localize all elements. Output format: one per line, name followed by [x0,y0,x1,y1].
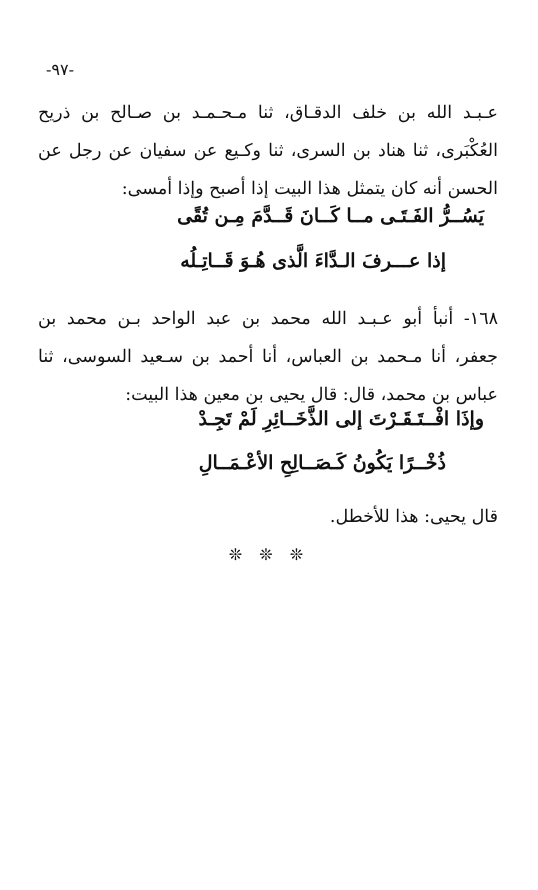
paragraph-2-line: جعفر، أنا مـحمد بن العباس، أنا أحمد بن سـعيد السوسى، ثنا [38,347,498,367]
closing-paragraph [38,498,498,536]
verse-1-second-hemistich: إذا عـــرفَ الـدَّاءَ الَّذى هُـوَ قَــاتِـلُه [180,250,446,272]
verse-2-second-hemistich: ذُخْــرًا يَكُونُ كَـصَــالِحِ الأعْـمَــالِ [198,452,446,474]
verse-1-first-hemistich: يَسُــرُّ الفَـتَـى مــا كَــانَ قَــدَّمَ مِـن تُقًى [177,205,484,227]
paragraph-1-line: عـبـد الله بن خلف الدقـاق، ثنا مـحـمـد بن صـالح بن ذريح [38,103,498,123]
paragraph-2-line: ١٦٨- أنبأ أبو عـبـد الله محمد بن عبد الواحد بـن محمد بن [38,309,498,329]
paragraph-1-line: الحسن أنه كان يتمثل هذا البيت إذا أصبح وإذا أمسى: [121,179,498,199]
verse-2-first-hemistich: وإذَا افْــتَـقَـرْتَ إلى الذَّخَــائِرِ لَمْ تَجِـدْ [198,408,484,430]
paragraph-2-line: عباس بن محمد، قال: قال يحيى بن معين هذا البيت: [125,385,498,405]
paragraph-1-line: العُكْبَرى، ثنا هناد بن السرى، ثنا وكـيع عن سفيان عن رجل عن [38,141,498,161]
page-number: -٩٧- [46,60,74,79]
closing-line: قال يحيى: هذا للأخطل. [329,507,498,527]
section-separator-stars: ❊ ❊ ❊ [228,545,310,564]
paragraph-2 [38,300,498,414]
paragraph-1 [38,94,498,208]
